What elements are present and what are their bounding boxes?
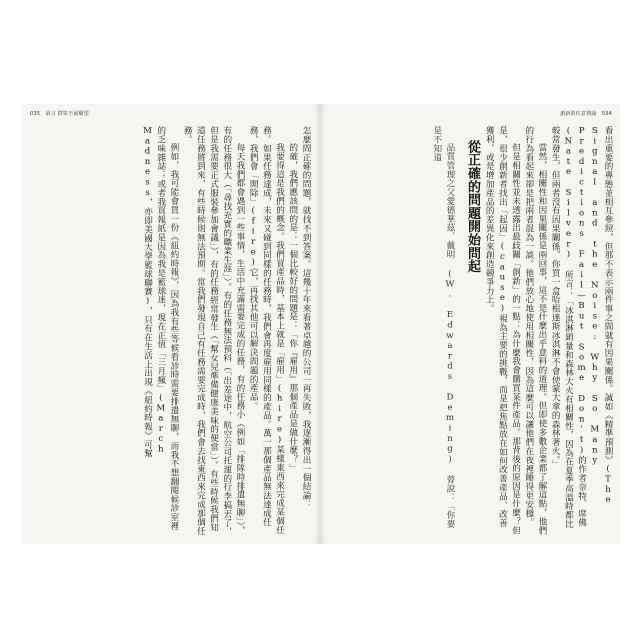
right-page-header	[560, 110, 612, 117]
left-page-header	[30, 110, 89, 117]
left-paragraph: 怎麼問正確的問題，就找不到答案。這幾十年來看著卓越的公司一再失敗，我逐漸得出一個結論：	[301, 126, 311, 509]
left-paragraph: 的確，我們應該問的是：一個比較好的問題是：「你『雇用』那個產品是做什麼？」	[287, 143, 298, 473]
left-page-number: 035	[30, 111, 41, 117]
left-page-body	[32, 126, 312, 536]
right-paragraph: 看出重要的專態並相互參照，但那不表示兩件事之間就有因果關係。誠如《精準預測》(The Signal and the Noise: Why So Many Predictions Fail—But Some Don't)的作者奈特．席佛 (Nate Silver) 所言：「冰淇淋銷量和森林大火有相關性，因為在夏季高溫時都比較常發生，但兩者沒有因果關係，你買一盒哈根達斯冰淇淋不會使蒙大拿的森林著火。」	[550, 126, 613, 529]
left-paragraph: 我要得這是我們的概念。我們買產品時，基本上就是「雇用」(hire)某樣東西來完成某個任務。如果任務達成，未來又碰到同樣的任務時，我們會再度雇用同樣的產品。萬一那個產品無法達成任務，我們會「開除」(fire)它，再找其他可以解決問題的產品。	[248, 126, 285, 535]
right-page-body	[326, 126, 614, 536]
left-paragraph: 每天我們都會遇到一些事情，生活中充滿需要完成的任務，有的任務小（例如「排隊時排遣無聊」），有的任務很大（「尋找充實的職業生涯」）。有的任務無法預料（「出差途中，航空公司托運的行李搞丟了，但是我需要正式服裝參加會議」），有的任務經常發生（「幫女兒準備健康美味的便當」）。有些時候我們知道任務將到來，有些時候則無法預期。當我們發現自己有任務需要完成時，我們會去找東西來完成那個任務。	[182, 126, 245, 536]
left-page	[22, 104, 320, 544]
quote-paragraph: 品質管理之父愛德華茲．戴明 (W. Edwards Deming) 曾說：「你要是不知道	[431, 126, 455, 529]
left-page-running-title: 前言 群眾不說願望	[45, 111, 89, 117]
right-paragraph: 當然，相關性和因果關係是兩回事，這不是什麼出乎意料的道理。但即使多數企業都了解這點，他們的行為看起來卻是把兩者混為一談。他們放心地使用相關性，因為這麼可以讓他們在夜裡睡得更安穩。	[523, 126, 547, 535]
right-paragraph: 但是相關性並未透露出最歧關「創新」的一點：為什麼我會購買某件產品。那背後的原因是什麼？但是，很少創新者找出「起因」(cause)視為主要的挑戰，而是把焦點放在如何改善產品、改善獲利，或是增加產品的差異化來創造競爭力上。	[484, 126, 521, 535]
section-heading: 從正確的問題開始問起	[464, 140, 480, 273]
right-page-number: 034	[601, 111, 612, 117]
right-page	[320, 104, 620, 544]
right-page-running-title: 創新的任意理論	[560, 111, 597, 117]
left-paragraph: 例如，我可能會買一份《紐約時報》，因為我有些等候看診時需要排遣無聊，而我不想翻閱候診室裡的乏味雜誌；或者我買報紙是因為我是籃球迷，現在正值「三月瘋」(March Madness，亦即美國大學籃球聯賽)，只有在生活上出現《紐約時報》可幫	[142, 126, 179, 531]
